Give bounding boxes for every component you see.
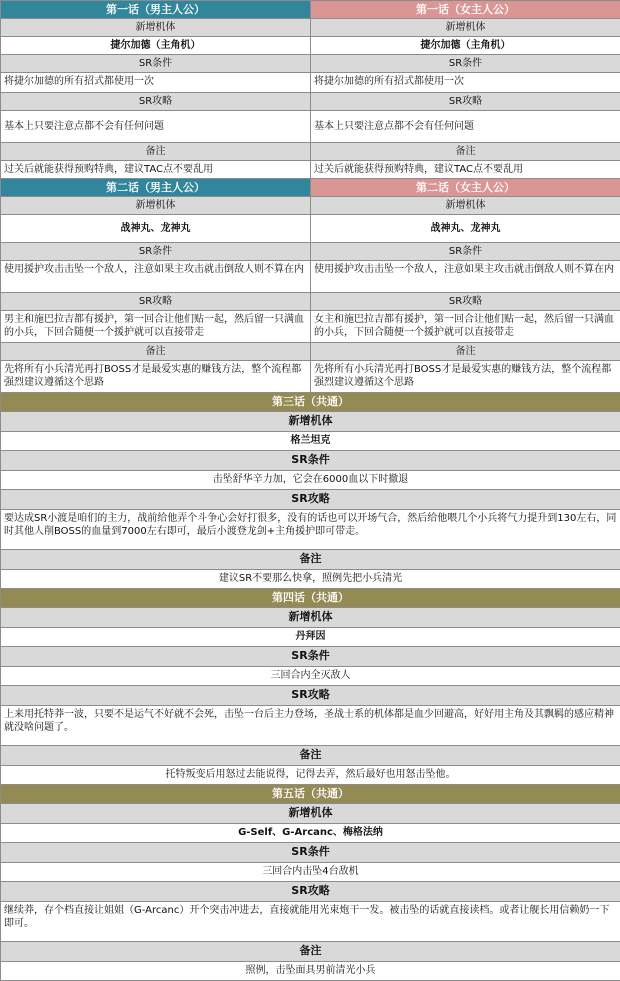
sr-condition-label: SR条件 — [1, 843, 620, 863]
ch3-mech: 格兰坦克 — [1, 432, 620, 451]
mech-label: 新增机体 — [1, 19, 311, 37]
ch5-guide: 继续莽，存个档直接让姐姐（G-Arcanc）开个突击冲进去，直接就能用光束炮干一发。被击坠的话就直接读档。或者让舰长用信赖奶一下即可。 — [1, 902, 620, 942]
ch1-male-title: 第一话（男主人公） — [1, 1, 311, 19]
ch2-female-note: 先将所有小兵清光再打BOSS才是最爱实惠的赚钱方法，整个流程都强烈建议遵循这个思路 — [311, 361, 620, 393]
ch1-male-guide: 基本上只要注意点都不会有任何问题 — [1, 111, 311, 143]
mech-label: 新增机体 — [1, 804, 620, 824]
ch1-female-guide: 基本上只要注意点都不会有任何问题 — [311, 111, 620, 143]
ch2-male-guide: 男主和施巴拉吉都有援护，第一回合让他们贴一起，然后留一只满血的小兵，下回合随便一个援护就可以直接带走 — [1, 311, 311, 343]
ch5-condition: 三回合内击坠4台敌机 — [1, 863, 620, 882]
ch5-title: 第五话（共通） — [1, 785, 620, 804]
ch1-male-note: 过关后就能获得预购特典，建议TAC点不要乱用 — [1, 161, 311, 179]
ch4-mech: 丹拜因 — [1, 628, 620, 647]
ch5-mech: G-Self、G-Arcanc、梅格法纳 — [1, 824, 620, 843]
ch4-note: 托特叛变后用怒过去能说得，记得去弄，然后最好也用怒击坠他。 — [1, 766, 620, 785]
note-label: 备注 — [311, 343, 620, 361]
ch3-condition: 击坠舒华辛力加，它会在6000血以下时撤退 — [1, 471, 620, 490]
ch2-male-note: 先将所有小兵清光再打BOSS才是最爱实惠的赚钱方法，整个流程都强烈建议遵循这个思路 — [1, 361, 311, 393]
sr-condition-label: SR条件 — [311, 55, 620, 73]
ch1-female-mech: 捷尔加德（主角机） — [311, 37, 620, 55]
mech-label: 新增机体 — [1, 412, 620, 432]
note-label: 备注 — [1, 942, 620, 962]
sr-guide-label: SR攻略 — [1, 882, 620, 902]
ch1-female-title: 第一话（女主人公） — [311, 1, 620, 19]
ch2-male-condition: 使用援护攻击击坠一个敌人，注意如果主攻击就击倒敌人则不算在内 — [1, 261, 311, 293]
ch2-female-mech: 战神丸、龙神丸 — [311, 215, 620, 243]
sr-guide-label: SR攻略 — [311, 93, 620, 111]
ch2-male-title: 第二话（男主人公） — [1, 179, 311, 197]
ch1-female-condition: 将捷尔加德的所有招式都使用一次 — [311, 73, 620, 93]
ch1-male-mech: 捷尔加德（主角机） — [1, 37, 311, 55]
ch5-note: 照例，击坠面具男前清光小兵 — [1, 962, 620, 981]
sr-condition-label: SR条件 — [1, 243, 311, 261]
ch2-female-title: 第二话（女主人公） — [311, 179, 620, 197]
ch2-female-condition: 使用援护攻击击坠一个敌人，注意如果主攻击就击倒敌人则不算在内 — [311, 261, 620, 293]
note-label: 备注 — [1, 343, 311, 361]
sr-condition-label: SR条件 — [1, 55, 311, 73]
ch3-note: 建议SR不要那么快拿，照例先把小兵清光 — [1, 570, 620, 589]
sr-guide-label: SR攻略 — [1, 93, 311, 111]
ch1-female-note: 过关后就能获得预购特典，建议TAC点不要乱用 — [311, 161, 620, 179]
ch1-male-condition: 将捷尔加德的所有招式都使用一次 — [1, 73, 311, 93]
ch4-title: 第四话（共通） — [1, 589, 620, 608]
note-label: 备注 — [1, 143, 311, 161]
sr-condition-label: SR条件 — [311, 243, 620, 261]
sr-condition-label: SR条件 — [1, 451, 620, 471]
sr-guide-label: SR攻略 — [1, 293, 311, 311]
ch3-title: 第三话（共通） — [1, 393, 620, 412]
ch4-guide: 上来用托特莽一波，只要不是运气不好就不会死，击坠一台后主力登场，圣战士系的机体都是血少回避高，好好用主角及其飘羁的感应精神就没啥问题了。 — [1, 706, 620, 746]
sr-condition-label: SR条件 — [1, 647, 620, 667]
note-label: 备注 — [311, 143, 620, 161]
ch3-guide: 要达成SR小渡是咱们的主力，战前给他弄个斗争心会好打很多，没有的话也可以开场气合，然后给他喂几个小兵将气力提升到130左右，同时其他人削BOSS的血量到7000左右即可，最后小渡登龙剑+主角援护即可带走。 — [1, 510, 620, 550]
note-label: 备注 — [1, 746, 620, 766]
ch2-male-mech: 战神丸、龙神丸 — [1, 215, 311, 243]
note-label: 备注 — [1, 550, 620, 570]
ch2-female-guide: 女主和施巴拉吉都有援护，第一回合让他们贴一起，然后留一只满血的小兵，下回合随便一个援护就可以直接带走 — [311, 311, 620, 343]
mech-label: 新增机体 — [311, 197, 620, 215]
mech-label: 新增机体 — [1, 608, 620, 628]
mech-label: 新增机体 — [311, 19, 620, 37]
ch4-condition: 三回合内全灭敌人 — [1, 667, 620, 686]
mech-label: 新增机体 — [1, 197, 311, 215]
sr-guide-label: SR攻略 — [1, 686, 620, 706]
sr-guide-label: SR攻略 — [1, 490, 620, 510]
sr-guide-label: SR攻略 — [311, 293, 620, 311]
